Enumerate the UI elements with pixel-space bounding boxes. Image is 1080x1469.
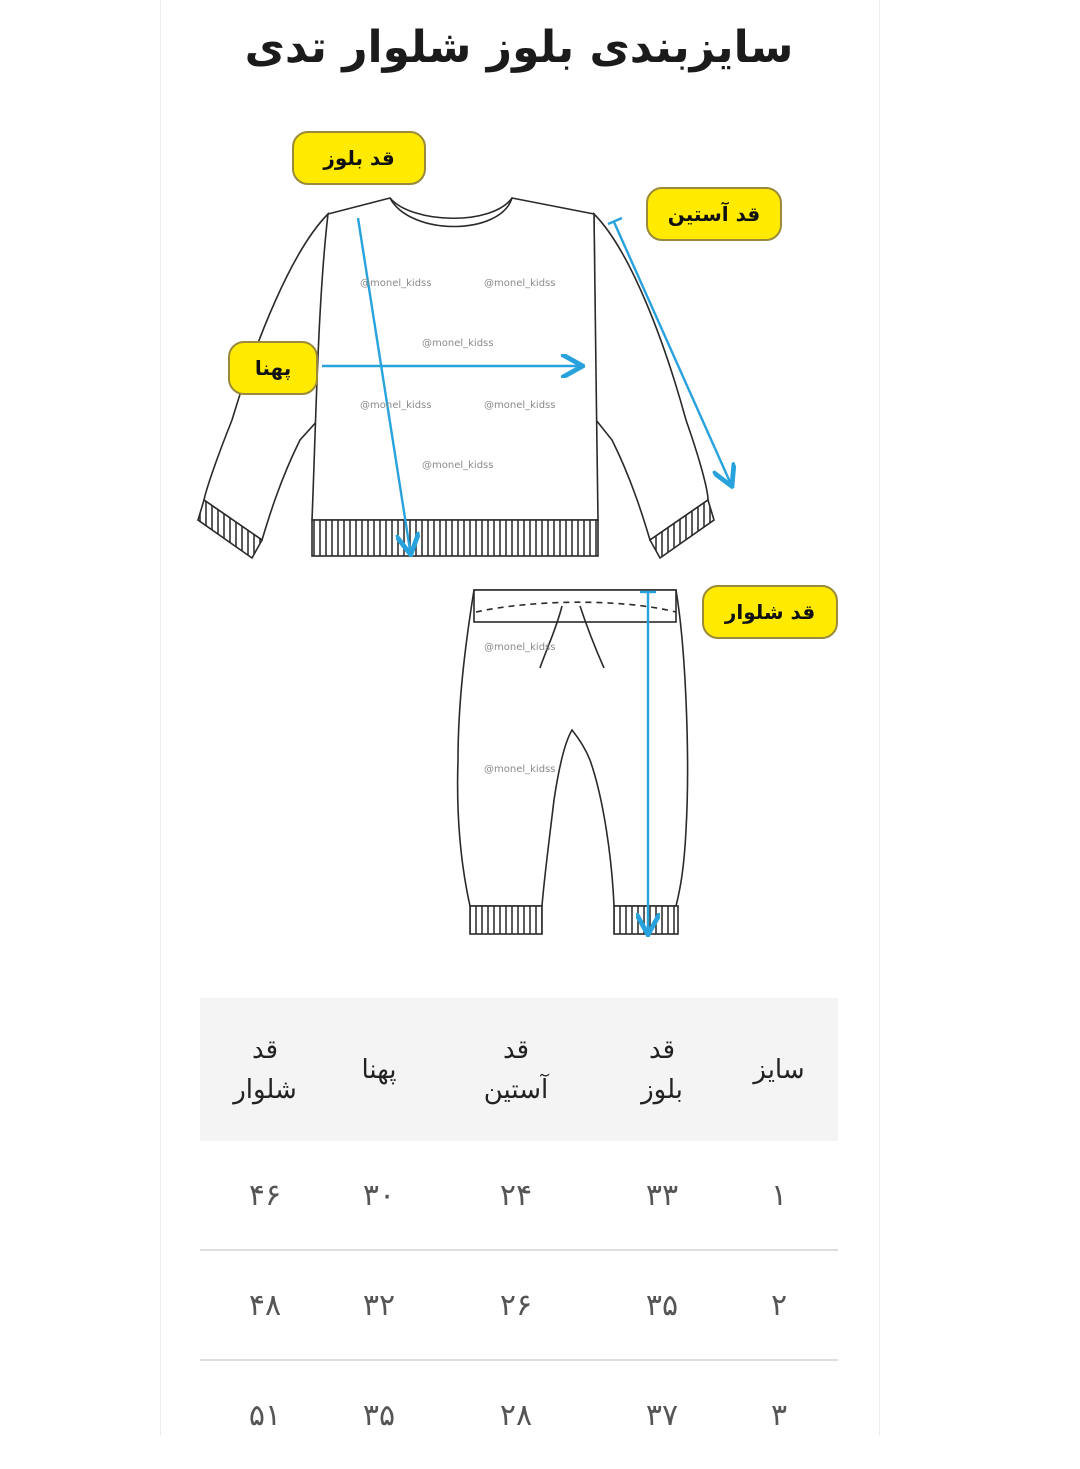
cell-width: ۳۵ xyxy=(362,1397,396,1433)
cell-size: ۲ xyxy=(770,1287,788,1323)
table-row xyxy=(200,1361,838,1469)
svg-text:@monel_kidss: @monel_kidss xyxy=(422,338,494,349)
header-width: پهنا xyxy=(361,1054,397,1085)
cell-width: ۳۲ xyxy=(362,1287,396,1323)
cell-pants-length: ۵۱ xyxy=(248,1397,282,1433)
cell-blouse-length: ۳۳ xyxy=(645,1177,679,1213)
table-row xyxy=(200,1251,838,1361)
header-blouse-length: قد بلوز xyxy=(641,1034,683,1105)
cell-sleeve-length: ۲۶ xyxy=(499,1287,533,1323)
svg-text:@monel_kidss: @monel_kidss xyxy=(422,460,494,471)
svg-text:@monel_kidss: @monel_kidss xyxy=(484,764,556,775)
header-sleeve-length: قد آستین xyxy=(483,1034,549,1105)
svg-text:@monel_kidss: @monel_kidss xyxy=(360,278,432,289)
cell-pants-length: ۴۶ xyxy=(248,1177,282,1213)
svg-text:@monel_kidss: @monel_kidss xyxy=(484,278,556,289)
tag-sleeve-length: قد آستین xyxy=(646,187,782,241)
cell-size: ۳ xyxy=(770,1397,788,1433)
table-header xyxy=(200,998,838,1141)
header-pants-length: قد شلوار xyxy=(233,1034,297,1105)
cell-blouse-length: ۳۵ xyxy=(645,1287,679,1323)
cell-sleeve-length: ۲۴ xyxy=(499,1177,533,1213)
cell-width: ۳۰ xyxy=(362,1177,396,1213)
header-size: سایز xyxy=(753,1054,805,1085)
tag-blouse-length: قد بلوز xyxy=(292,131,426,185)
tag-width: پهنا xyxy=(228,341,318,395)
size-table xyxy=(200,998,838,1469)
svg-text:@monel_kidss: @monel_kidss xyxy=(360,400,432,411)
page-title: سایزبندی بلوز شلوار تدی xyxy=(244,22,794,73)
tag-pants-length: قد شلوار xyxy=(702,585,838,639)
svg-text:@monel_kidss: @monel_kidss xyxy=(484,642,556,653)
cell-size: ۱ xyxy=(770,1177,788,1213)
cell-pants-length: ۴۸ xyxy=(248,1287,282,1323)
cell-sleeve-length: ۲۸ xyxy=(499,1397,533,1433)
svg-text:@monel_kidss: @monel_kidss xyxy=(484,400,556,411)
table-row xyxy=(200,1141,838,1251)
cell-blouse-length: ۳۷ xyxy=(645,1397,679,1433)
